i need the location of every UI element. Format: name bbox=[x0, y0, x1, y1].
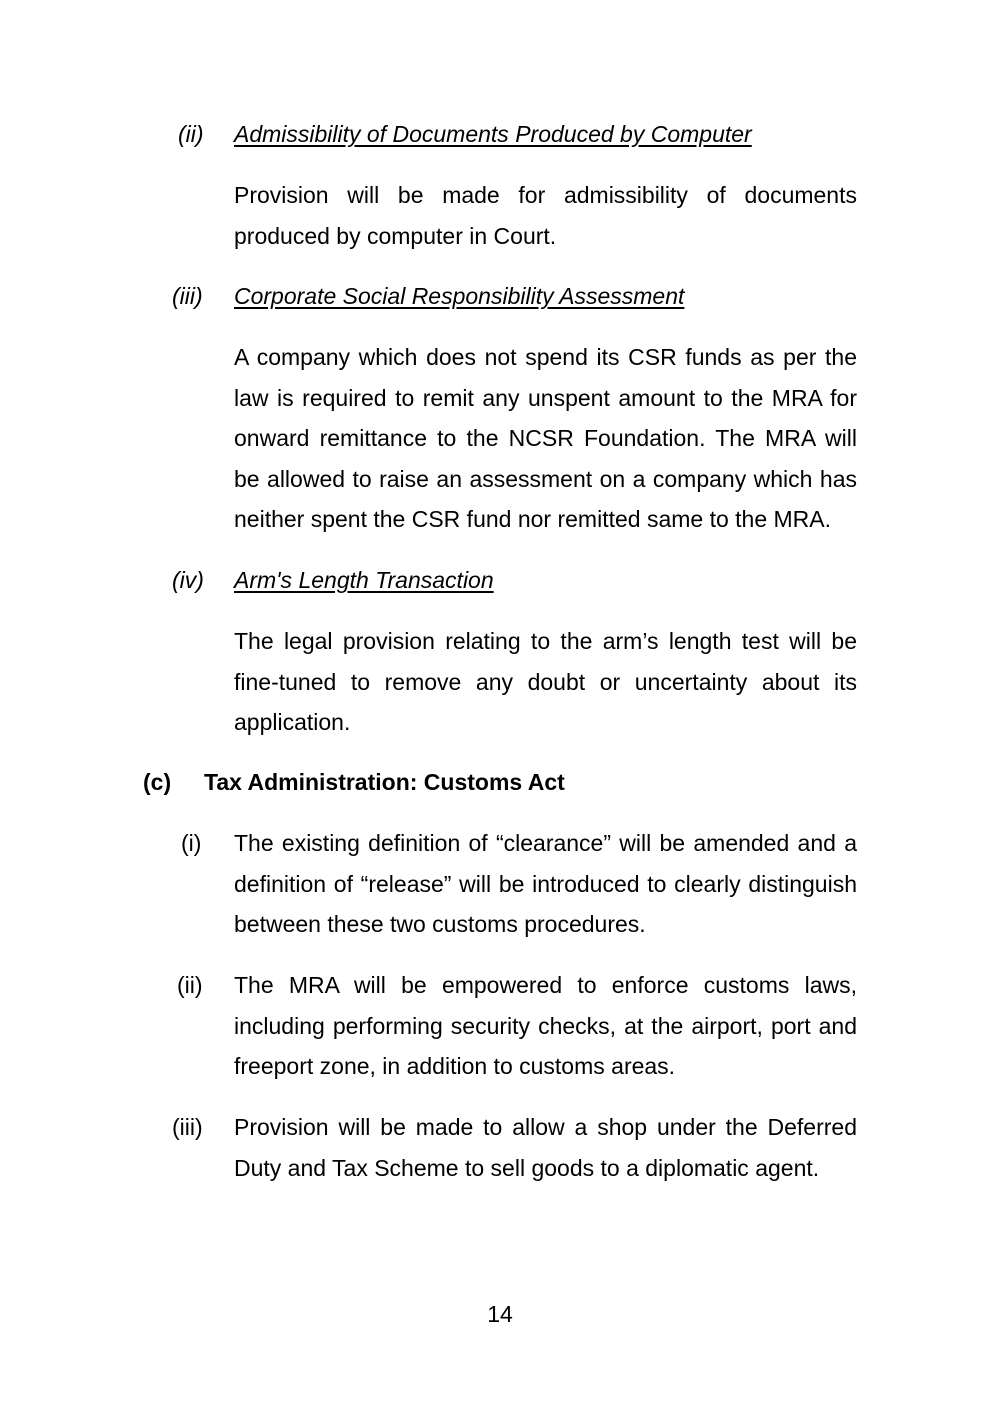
page-number: 14 bbox=[487, 1301, 513, 1327]
item-paragraph: Provision will be made to allow a shop under the Deferred Duty and Tax Scheme to sell goods to a diplomatic agent. bbox=[234, 1114, 857, 1181]
section-title: Tax Administration: Customs Act bbox=[204, 769, 565, 795]
item-marker: (ii) bbox=[178, 121, 204, 147]
item-paragraph: The legal provision relating to the arm’s length test will be fine-tuned to remove any doubt or uncertainty about its application. bbox=[234, 628, 857, 735]
section-marker: (c) bbox=[143, 769, 172, 795]
item-marker: (iv) bbox=[172, 567, 204, 593]
item-marker: (iii) bbox=[172, 283, 203, 309]
item-heading: Arm's Length Transaction bbox=[234, 567, 494, 593]
item-paragraph: The MRA will be empowered to enforce customs laws, including performing security checks, at the airport, port and freeport zone, in addition to customs areas. bbox=[234, 972, 857, 1079]
item-paragraph: A company which does not spend its CSR funds as per the law is required to remit any unspent amount to the MRA for onward remittance to the NCSR Foundation. The MRA will be allowed to raise an assessment on a company which has neither spent the CSR fund nor remitted same to the MRA. bbox=[234, 344, 857, 532]
item-paragraph: Provision will be made for admissibility of documents produced by computer in Court. bbox=[234, 182, 857, 249]
item-marker: (i) bbox=[181, 830, 202, 856]
item-paragraph: The existing definition of “clearance” will be amended and a definition of “release” will be introduced to clearly distinguish between these two customs procedures. bbox=[234, 830, 857, 937]
item-heading: Admissibility of Documents Produced by Computer bbox=[234, 121, 752, 147]
item-marker: (ii) bbox=[177, 972, 203, 998]
item-heading: Corporate Social Responsibility Assessment bbox=[234, 283, 685, 309]
item-marker: (iii) bbox=[172, 1114, 203, 1140]
